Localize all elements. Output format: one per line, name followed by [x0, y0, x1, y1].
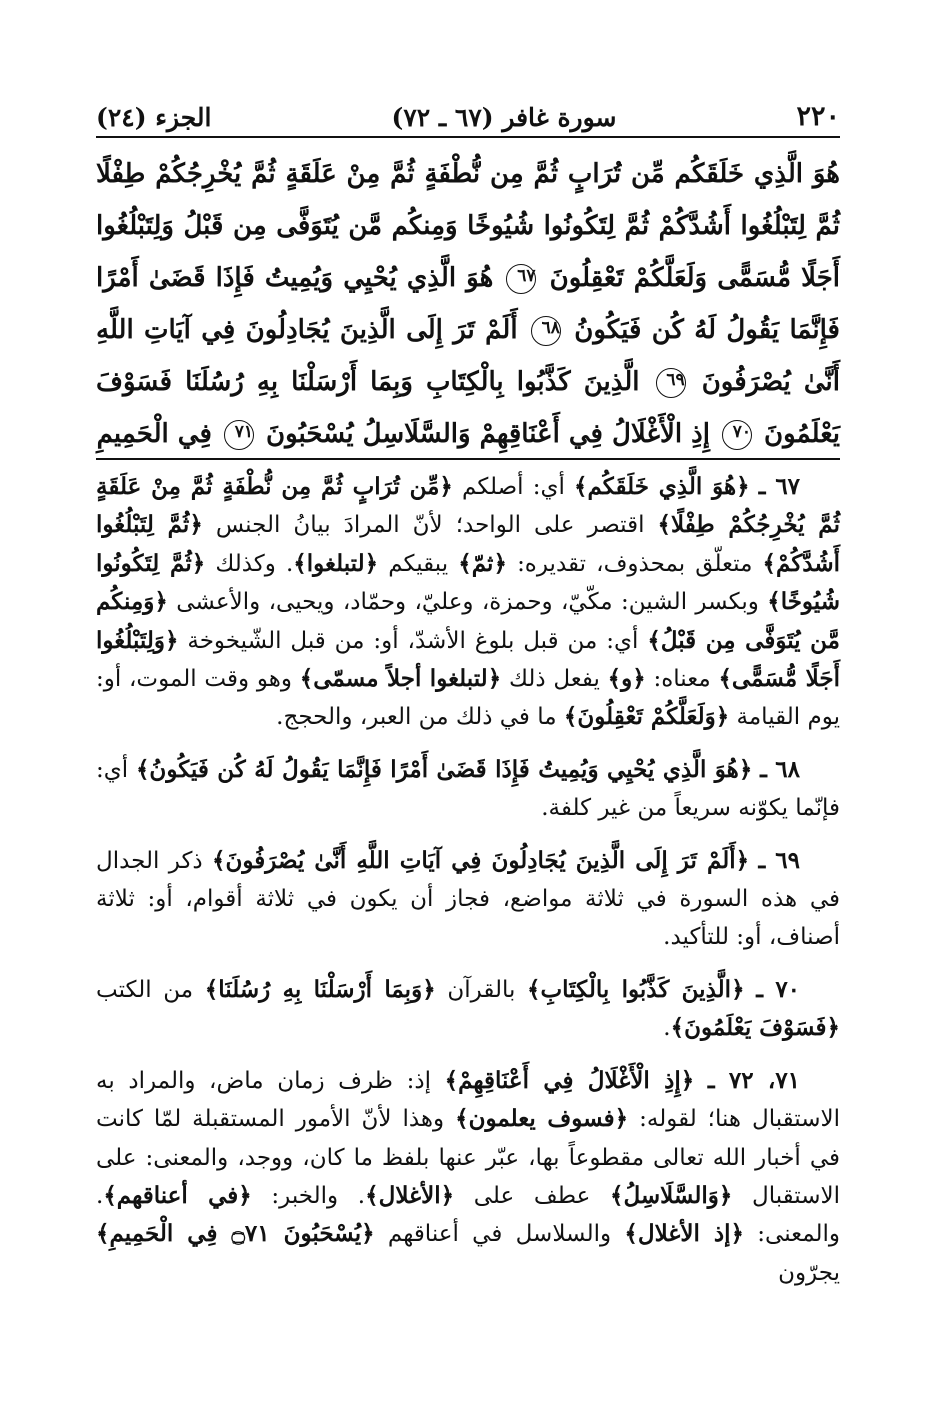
- quote: ﴿ ثمّ ﴾: [458, 550, 507, 577]
- page-number: ٢٢٠: [796, 101, 840, 132]
- commentary-paragraph-67: [96, 468, 840, 737]
- explanation: أي: فإنّما يكوّنه سريعاً من غير كلفة.: [96, 756, 840, 822]
- explanation: . وكذلك: [215, 550, 294, 577]
- commentary-number: ٧١، ٧٢ ـ: [707, 1066, 801, 1094]
- explanation: يفعل ذلك: [508, 666, 600, 693]
- verse-text: إِذِ الْأَغْلَالُ فِي أَعْنَاقِهِمْ وَالسَّلَاسِلُ يُسْحَبُونَ: [266, 419, 710, 449]
- section-rule: [96, 458, 840, 460]
- verse-number-marker: ٦٩: [656, 368, 686, 398]
- explanation: أي: من قبل بلوغ الأشدّ، أو: من قبل الشّيخوخة: [187, 627, 639, 654]
- verse-number-marker: ٦٧: [506, 264, 536, 294]
- quote: ﴿ ثُمَّ لِتَبْلُغُوا أَشُدَّكُمْ ﴾: [96, 511, 840, 576]
- explanation: بالقرآن: [447, 976, 516, 1003]
- quote: ﴿ الأغلال ﴾: [365, 1182, 454, 1209]
- commentary-number: ٧٠ ـ: [756, 975, 801, 1003]
- explanation: يبقيكم: [388, 550, 449, 577]
- commentary-number: ٦٨ ـ: [760, 755, 801, 783]
- verse-number-marker: ٦٨: [531, 316, 561, 346]
- verse-number-marker: ٧٠: [722, 420, 752, 450]
- quote: ﴿ وَبِمَا أَرْسَلْنَا بِهِ رُسُلَنَا ﴾: [205, 976, 436, 1003]
- quote: ﴿ أَلَمْ تَرَ إِلَى الَّذِينَ يُجَادِلُونَ فِي آيَاتِ اللَّهِ أَنَّىٰ يُصْرَفُونَ ﴾: [212, 847, 749, 874]
- surah-title: سورة غافر (٦٧ ـ ٧٢): [391, 103, 617, 132]
- verse-number-marker: ٧١: [224, 420, 254, 450]
- explanation: متعلّق بمحذوف، تقديره:: [517, 550, 753, 577]
- quote: ﴿ وَلِتَبْلُغُوا أَجَلًا مُّسَمًّى ﴾: [96, 627, 840, 692]
- header-rule: [96, 136, 840, 138]
- quote: ﴿ فَسَوْفَ يَعْلَمُونَ ﴾: [671, 1014, 840, 1041]
- quote: ﴿ وَلَعَلَّكُمْ تَعْقِلُونَ ﴾: [564, 703, 729, 730]
- page-header: [96, 88, 840, 132]
- explanation: وبكسر الشين: مكّيّ، وحمزة، وعليّ، وحمّاد، ويحيى، والأعشى: [176, 589, 759, 616]
- commentary: [96, 468, 840, 1306]
- quote: ﴿ في أعناقهم ﴾: [103, 1182, 251, 1209]
- quote: ﴿ إذ الأغلال ﴾: [624, 1220, 744, 1247]
- explanation: من الكتب: [96, 976, 194, 1003]
- quran-verses: [96, 148, 840, 460]
- explanation: إذ: ظرف زمان ماض، والمراد به الاستقبال هنا؛ لقوله:: [96, 1067, 841, 1133]
- quote: ﴿ هُوَ الَّذِي خَلَقَكُم ﴾: [574, 473, 750, 500]
- quote: ﴿ الَّذِينَ كَذَّبُوا بِالْكِتَابِ ﴾: [527, 976, 745, 1003]
- explanation: اقتصر على الواحد؛ لأنّ المرادَ بيانُ الجنس: [215, 512, 645, 539]
- commentary-paragraph-71-72: [96, 1062, 840, 1292]
- explanation: يجرّون: [778, 1259, 840, 1286]
- juz-label: الجزء (٢٤): [96, 103, 212, 132]
- quote: ﴿ فسوف يعلمون ﴾: [455, 1105, 628, 1132]
- explanation: .: [663, 1015, 671, 1042]
- explanation: وهو وقت الموت، أو: يوم القيامة: [96, 666, 840, 731]
- quote: ﴿ وَالسَّلَاسِلُ ﴾: [610, 1182, 732, 1209]
- explanation: والسلاسل في أعناقهم: [387, 1221, 612, 1248]
- verse-text: هُوَ الَّذِي يُحْيِي وَيُمِيتُ فَإِذَا قَضَىٰ أَمْرًا فَإِنَّمَا يَقُولُ لَهُ كُن فَيَكُونُ: [96, 263, 840, 345]
- quote: ﴿ لتبلغوا أجلاً مسمّى ﴾: [300, 665, 501, 692]
- verse-text: أَلَمْ تَرَ إِلَى الَّذِينَ يُجَادِلُونَ فِي آيَاتِ اللَّهِ أَنَّىٰ يُصْرَفُونَ: [96, 315, 840, 397]
- explanation: عطف على: [473, 1182, 591, 1209]
- explanation: . والمعنى:: [96, 1182, 841, 1248]
- commentary-number: ٦٩ ـ: [758, 846, 801, 874]
- explanation: أي: أصلكم: [462, 474, 565, 500]
- explanation: ما في ذلك من العبر، والحجج.: [276, 704, 557, 731]
- explanation: معناه:: [653, 666, 711, 693]
- verse-text: الَّذِينَ كَذَّبُوا بِالْكِتَابِ وَبِمَا أَرْسَلْنَا بِهِ رُسُلَنَا فَسَوْفَ يَعْلَمُونَ: [96, 367, 840, 449]
- explanation: وهذا لأنّ الأمور المستقبلة لمّا كانت في أخبار الله تعالى مقطوعاً بها، عبّر عنها بلفظ ما كان، ووجد، والمعنى: على الاستقبال: [96, 1106, 841, 1209]
- quote: ﴿ ثُمَّ لِتَكُونُوا شُيُوخًا ﴾: [96, 550, 840, 615]
- commentary-number: ٦٧ ـ: [758, 473, 801, 500]
- commentary-paragraph-68: [96, 751, 840, 828]
- quote: ﴿ إِذِ الْأَغْلَالُ فِي أَعْنَاقِهِمْ ﴾: [445, 1067, 695, 1094]
- commentary-paragraph-70: [96, 971, 840, 1048]
- quote: ﴿ لتبلغوا ﴾: [293, 550, 378, 577]
- verse-text: هُوَ الَّذِي خَلَقَكُم مِّن تُرَابٍ ثُمَّ مِن نُّطْفَةٍ ثُمَّ مِنْ عَلَقَةٍ ثُمَّ يُخْرِجُكُمْ طِفْلًا ثُمَّ لِتَبْلُغُوا أَشُدَّكُمْ ثُمَّ لِتَكُونُوا شُيُوخًا وَمِنكُم مَّن يُتَوَفَّى مِن قَبْلُ وَلِتَبْلُغُوا أَجَلًا مُّسَمًّى وَلَعَلَّكُمْ تَعْقِلُونَ: [96, 159, 840, 293]
- page: [96, 0, 840, 1402]
- quote: ﴿ مِّن تُرَابٍ ثُمَّ مِن نُّطْفَةٍ ثُمَّ مِنْ عَلَقَةٍ ثُمَّ يُخْرِجُكُمْ طِفْلًا ﴾: [96, 473, 840, 538]
- verse-text: فِي الْحَمِيمِ: [96, 419, 212, 449]
- commentary-paragraph-69: [96, 842, 840, 957]
- explanation: . والخبر:: [271, 1182, 366, 1209]
- explanation: ذكر الجدال في هذه السورة في ثلاثة مواضع، فجاز أن يكون في ثلاثة أقوام، أو: ثلاثة أصناف، أو: للتأكيد.: [96, 847, 840, 951]
- quote: ﴿ و ﴾: [608, 665, 646, 692]
- quote: ﴿ يُسْحَبُونَ ۝٧١ فِي الْحَمِيمِ ﴾: [96, 1220, 375, 1247]
- quote: ﴿ هُوَ الَّذِي يُحْيِي وَيُمِيتُ فَإِذَا قَضَىٰ أَمْرًا فَإِنَّمَا يَقُولُ لَهُ كُن فَيَكُونُ ﴾: [136, 756, 752, 783]
- quote: ﴿ وَمِنكُم مَّن يُتَوَفَّى مِن قَبْلُ ﴾: [96, 588, 840, 653]
